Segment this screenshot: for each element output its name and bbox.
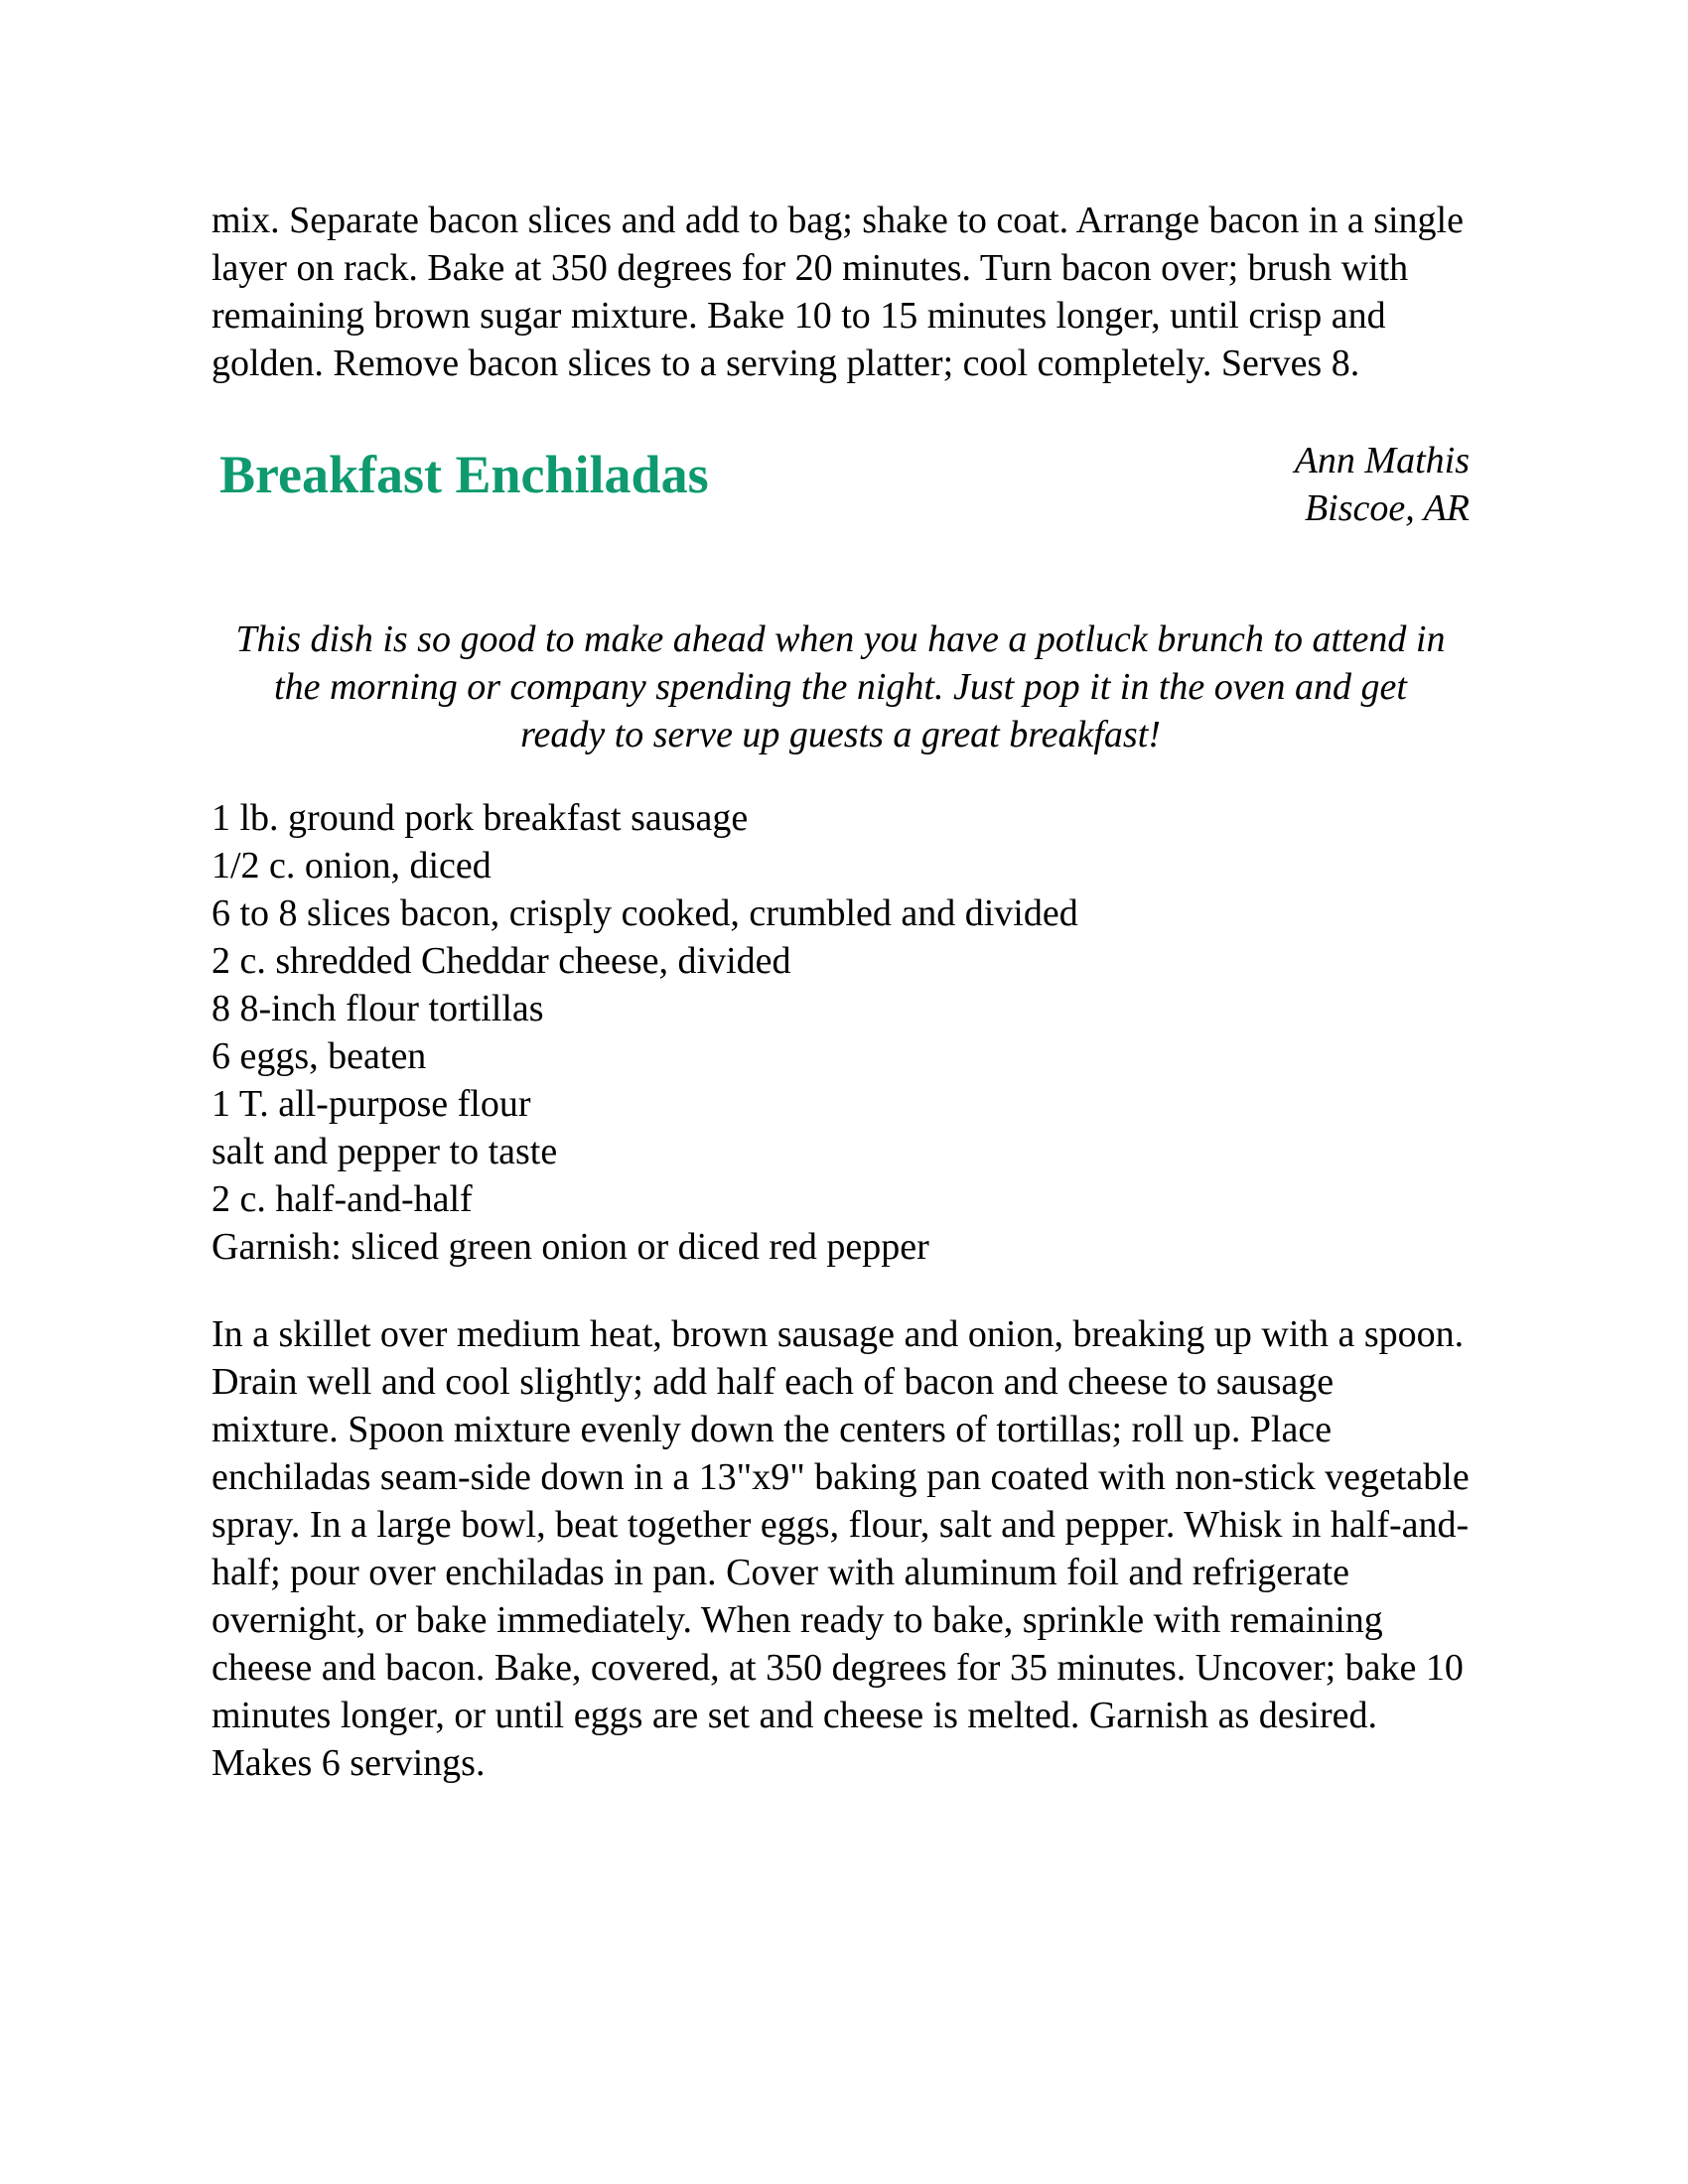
ingredient-list	[211, 794, 1470, 1271]
ingredient-item: 1/2 c. onion, diced	[211, 845, 492, 887]
recipe-title: Breakfast Enchiladas	[219, 445, 709, 504]
ingredient-item: 8 8-inch flour tortillas	[211, 988, 544, 1029]
ingredient-item: Garnish: sliced green onion or diced red pepper	[211, 1226, 929, 1268]
recipe-header	[211, 437, 1470, 586]
recipe-author	[1295, 437, 1470, 532]
ingredient-item: 1 T. all-purpose flour	[211, 1083, 531, 1125]
recipe-page	[211, 197, 1470, 1787]
ingredient-item: 6 eggs, beaten	[211, 1035, 427, 1077]
author-location: Biscoe, AR	[1304, 487, 1470, 529]
ingredient-item: 6 to 8 slices bacon, crisply cooked, crumbled and divided	[211, 892, 1078, 934]
previous-recipe-continuation: mix. Separate bacon slices and add to bag; shake to coat. Arrange bacon in a single layer on rack. Bake at 350 degrees for 20 minutes. Turn bacon over; brush with remaining brown sugar mixture. Bake 10 to 15 minutes longer, until crisp and golden. Remove bacon slices to a serving platter; cool completely. Serves 8.	[211, 200, 1464, 384]
recipe-directions: In a skillet over medium heat, brown sausage and onion, breaking up with a spoon. Drain well and cool slightly; add half each of bacon and cheese to sausage mixture. Spoon mixture evenly down the centers of tortillas; roll up. Place enchiladas seam-side down in a 13"x9" baking pan coated with non-stick vegetable spray. In a large bowl, beat together eggs, flour, salt and pepper. Whisk in half-and-half; pour over enchiladas in pan. Cover with aluminum foil and refrigerate overnight, or bake immediately. When ready to bake, sprinkle with remaining cheese and bacon. Bake, covered, at 350 degrees for 35 minutes. Uncover; bake 10 minutes longer, or until eggs are set and cheese is melted. Garnish as desired. Makes 6 servings.	[211, 1313, 1470, 1784]
recipe-intro: This dish is so good to make ahead when you have a potluck brunch to attend in the morning or company spending the night. Just pop it in the oven and get ready to serve up guests a great breakfast!	[235, 618, 1446, 755]
ingredient-item: 2 c. shredded Cheddar cheese, divided	[211, 940, 791, 982]
ingredient-item: 1 lb. ground pork breakfast sausage	[211, 797, 749, 839]
author-name: Ann Mathis	[1294, 440, 1470, 481]
ingredient-item: 2 c. half-and-half	[211, 1178, 473, 1220]
ingredient-item: salt and pepper to taste	[211, 1131, 558, 1172]
